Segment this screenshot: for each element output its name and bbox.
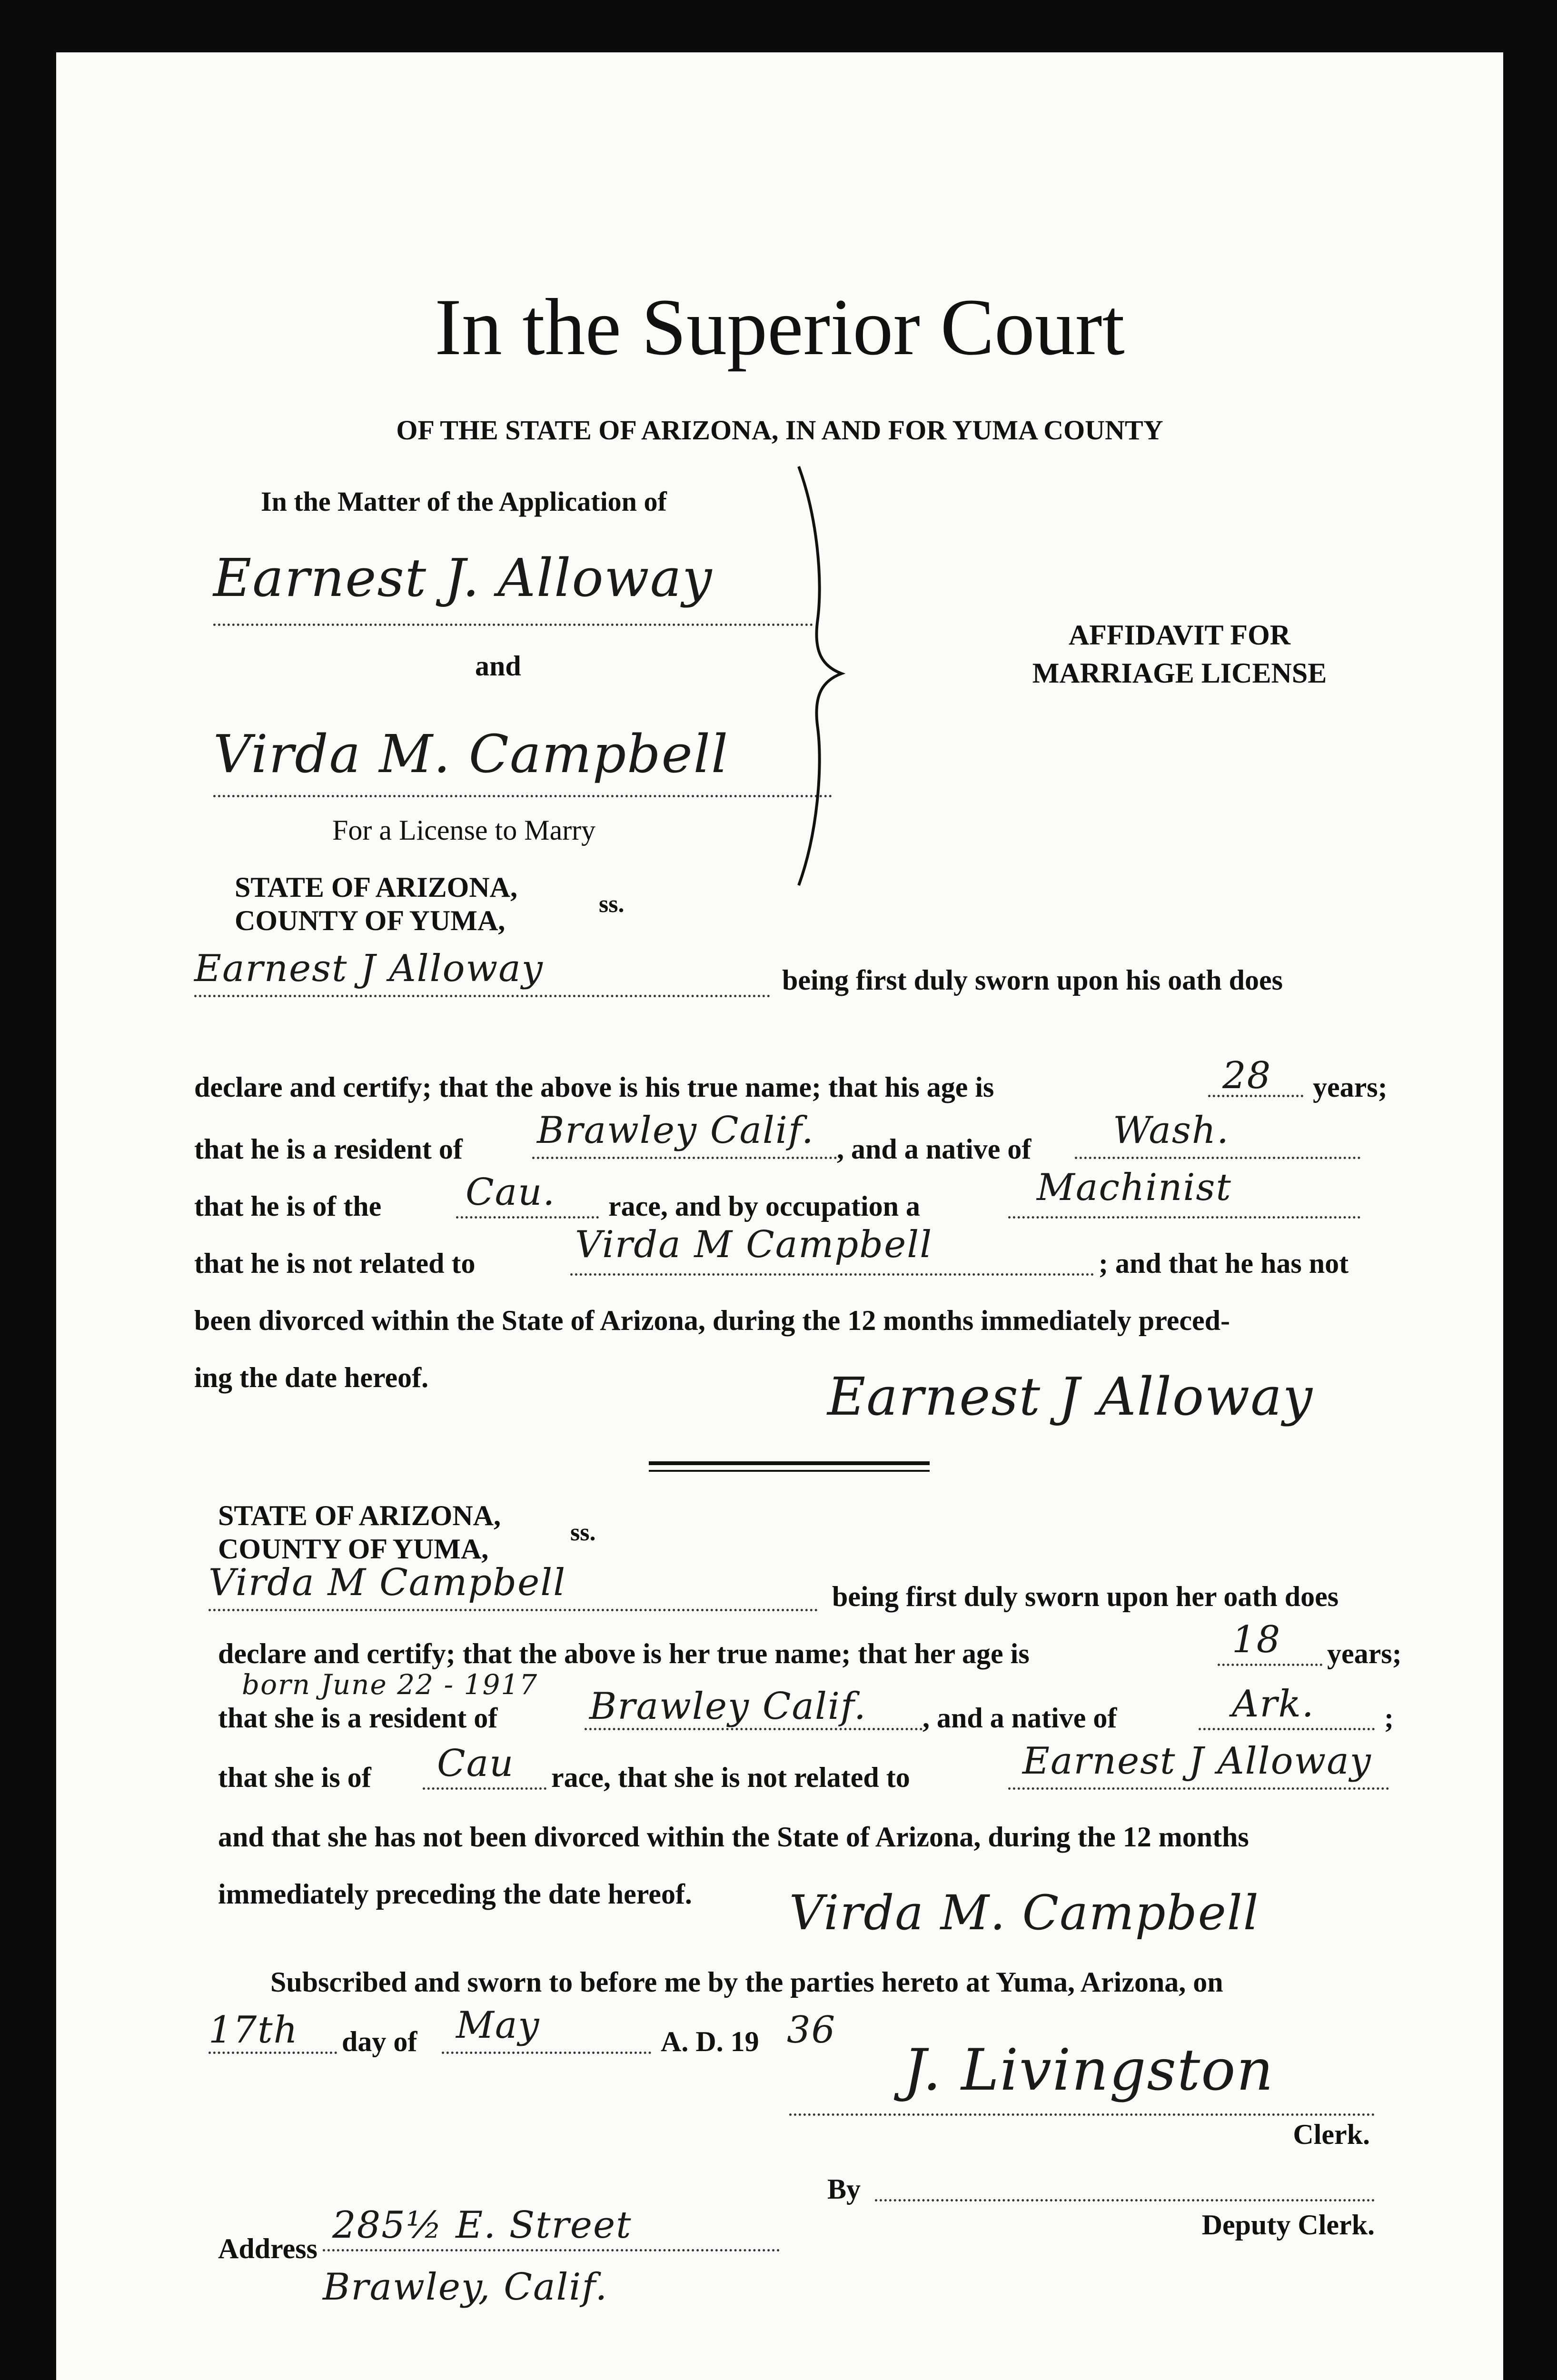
groom-line7: ing the date hereof. [194,1362,429,1393]
jurat-day: 17th [208,2009,298,2052]
and-label: and [475,650,521,682]
groom-line3a: that he is a resident of [194,1133,463,1165]
groom-venue-state: STATE OF ARIZONA, [235,872,517,903]
bride-signature: Virda M. Campbell [789,1885,1259,1941]
groom-line1: being first duly sworn upon his oath does [782,964,1283,996]
bride-line4a: that she is of [218,1762,371,1793]
court-subtitle: OF THE STATE OF ARIZONA, IN AND FOR YUMA COUNTY [396,415,1163,446]
for-license-label: For a License to Marry [332,814,596,846]
groom-line3b: , and a native of [837,1133,1031,1165]
groom-line2b: years; [1313,1071,1388,1103]
groom-line5b: ; and that he has not [1099,1248,1349,1279]
bride-age: 18 [1232,1618,1281,1661]
bride-line5: and that she has not been divorced within the State of Arizona, during the 12 months [218,1821,1249,1853]
bride-line3c: ; [1384,1702,1394,1734]
section-divider [649,1461,930,1465]
clerk-label: Clerk. [1293,2119,1370,2150]
address-line1: 285½ E. Street [332,2204,632,2247]
deputy-clerk-label: Deputy Clerk. [1201,2209,1375,2241]
groom-affiant-name: Earnest J Alloway [194,947,544,990]
jurat-month: May [456,2004,540,2047]
bride-line6: immediately preceding the date hereof. [218,1878,692,1910]
bride-race: Cau [437,1742,515,1785]
bride-line2a: declare and certify; that the above is her true name; that her age is [218,1638,1030,1669]
doc-type-line2: MARRIAGE LICENSE [1032,657,1327,689]
groom-native: Wash. [1113,1109,1230,1152]
bride-line3b: , and a native of [922,1702,1117,1734]
groom-line2a: declare and certify; that the above is his true name; that his age is [194,1071,994,1103]
bride-line1: being first duly sworn upon her oath does [832,1581,1339,1612]
bride-not-related: Earnest J Alloway [1022,1740,1372,1783]
address-label: Address [218,2233,317,2264]
jurat-ad: A. D. 19 [661,2026,759,2057]
affidavit-page [56,52,1503,2380]
doc-type-line1: AFFIDAVIT FOR [1068,619,1291,651]
jurat-day-of: day of [342,2026,417,2057]
groom-line6: been divorced within the State of Arizona, during the 12 months immediately preced- [194,1305,1230,1336]
bride-line4b: race, that she is not related to [551,1762,910,1793]
groom-age: 28 [1222,1054,1272,1097]
bride-venue-county: COUNTY OF YUMA, [218,1533,489,1565]
jurat-line1: Subscribed and sworn to before me by the parties hereto at Yuma, Arizona, on [270,1966,1223,1998]
bride-line2b: years; [1327,1638,1402,1669]
groom-residence: Brawley Calif. [537,1109,814,1152]
bride-venue-state: STATE OF ARIZONA, [218,1500,501,1531]
bride-affiant-name: Virda M Campbell [208,1561,566,1604]
caption-brace [789,462,865,890]
groom-occupation: Machinist [1037,1166,1232,1209]
groom-not-related: Virda M Campbell [575,1223,933,1266]
matter-of-label: In the Matter of the Application of [261,486,667,517]
jurat-year: 36 [787,2009,836,2052]
bride-residence: Brawley Calif. [589,1685,867,1728]
groom-line5a: that he is not related to [194,1248,476,1279]
clerk-signature: J. Livingston [903,2037,1274,2103]
groom-line4b: race, and by occupation a [608,1190,921,1222]
court-title: In the Superior Court [435,282,1125,372]
applicant1-name: Earnest J. Alloway [213,547,713,608]
groom-signature: Earnest J Alloway [827,1366,1313,1427]
by-label: By [827,2173,861,2205]
groom-line4a: that he is of the [194,1190,382,1222]
bride-line3a: that she is a resident of [218,1702,498,1734]
groom-venue-county: COUNTY OF YUMA, [235,905,506,936]
address-line2: Brawley, Calif. [323,2266,608,2309]
bride-ss: ss. [570,1519,596,1546]
groom-race: Cau. [466,1171,556,1214]
applicant2-name: Virda M. Campbell [213,724,729,784]
bride-native: Ark. [1232,1683,1315,1726]
bride-born-note: born June 22 - 1917 [242,1668,538,1701]
groom-ss: ss. [599,891,625,918]
